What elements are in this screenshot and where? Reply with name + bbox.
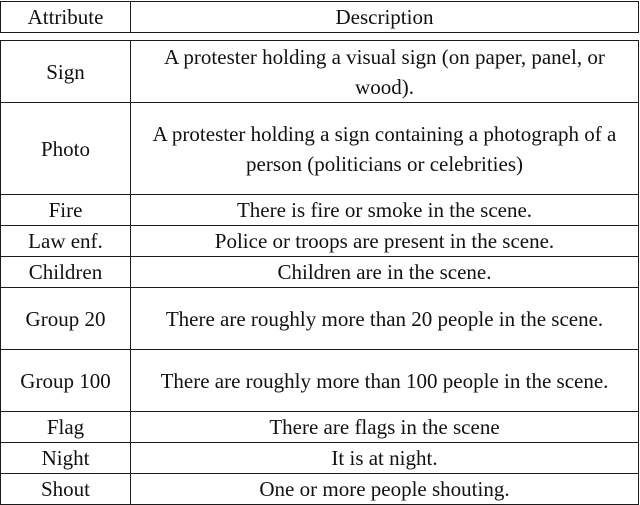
attribute-cell: Group 20 xyxy=(1,288,131,350)
description-cell: There is fire or smoke in the scene. xyxy=(131,195,639,226)
attribute-cell: Night xyxy=(1,443,131,474)
header-attribute: Attribute xyxy=(1,2,131,33)
table-row xyxy=(1,443,639,474)
description-cell: There are flags in the scene xyxy=(131,412,639,443)
attribute-cell: Shout xyxy=(1,474,131,505)
attribute-table xyxy=(0,40,639,505)
table-row xyxy=(1,226,639,257)
header-row xyxy=(1,2,639,33)
description-cell: A protester holding a visual sign (on paper, panel, or wood). xyxy=(131,41,639,103)
attribute-cell: Law enf. xyxy=(1,226,131,257)
table-row xyxy=(1,41,639,103)
attribute-cell: Group 100 xyxy=(1,350,131,412)
table-row xyxy=(1,257,639,288)
attribute-cell: Fire xyxy=(1,195,131,226)
description-cell: There are roughly more than 20 people in the scene. xyxy=(131,288,639,350)
table-row xyxy=(1,350,639,412)
description-cell: A protester holding a sign containing a photograph of a person (politicians or celebrities) xyxy=(131,103,639,195)
table-header xyxy=(0,1,639,33)
description-cell: Children are in the scene. xyxy=(131,257,639,288)
table-row xyxy=(1,288,639,350)
description-cell: Police or troops are present in the scene. xyxy=(131,226,639,257)
table-row xyxy=(1,474,639,505)
table-row xyxy=(1,195,639,226)
attribute-cell: Photo xyxy=(1,103,131,195)
attribute-cell: Children xyxy=(1,257,131,288)
table-row xyxy=(1,412,639,443)
description-cell: It is at night. xyxy=(131,443,639,474)
attribute-cell: Flag xyxy=(1,412,131,443)
table-row xyxy=(1,103,639,195)
description-cell: One or more people shouting. xyxy=(131,474,639,505)
header-description: Description xyxy=(131,2,639,33)
attribute-cell: Sign xyxy=(1,41,131,103)
description-cell: There are roughly more than 100 people in the scene. xyxy=(131,350,639,412)
